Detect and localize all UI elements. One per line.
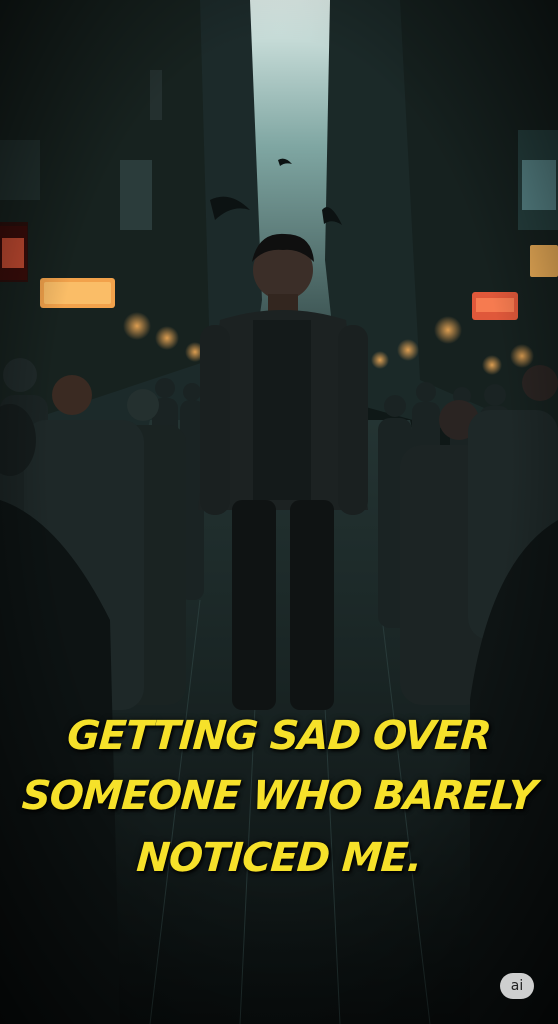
- caption-line-2: SOMEONE WHO BARELY: [20, 773, 538, 819]
- caption-line-1: GETTING SAD OVER: [65, 713, 493, 759]
- caption-line-3: NOTICED ME.: [135, 835, 423, 881]
- ai-badge[interactable]: ai: [500, 973, 534, 999]
